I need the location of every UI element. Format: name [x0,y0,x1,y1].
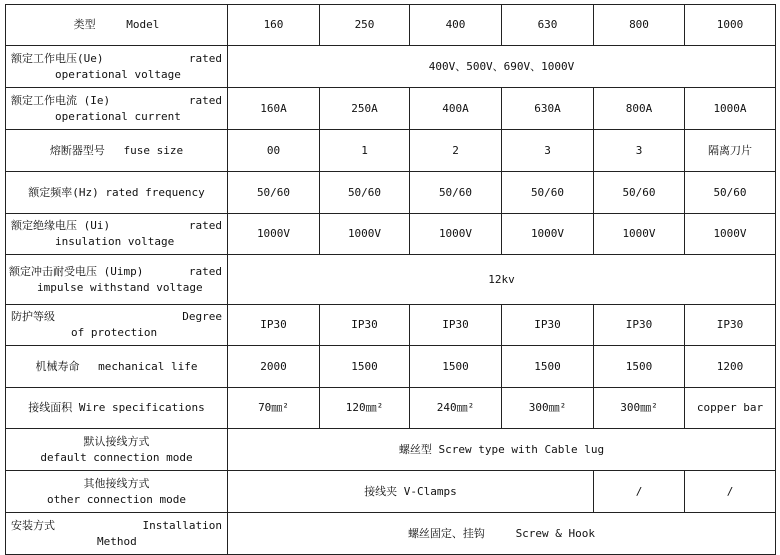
default-conn-value-cn: 螺丝型 [398,442,432,456]
default-conn-value-en: Screw type with Cable lug [438,442,605,456]
ie-250: 250A [320,88,410,130]
ie-800: 800A [594,88,685,130]
wire-630: 300㎜² [502,388,594,429]
other-conn-label-en: other connection mode [46,492,187,506]
ui-250: 1000V [320,214,410,255]
install-label-en2: Method [97,534,137,548]
uimp-label-en2: impulse withstand voltage [37,280,203,294]
wire-label-cn: 接线面积 [28,401,73,414]
ui-160: 1000V [228,214,320,255]
fuse-label-cn: 熔断器型号 [49,143,105,157]
default-conn-value-cell [228,429,776,471]
life-label-cn: 机械寿命 [35,359,80,373]
protection-400: IP30 [410,305,502,346]
life-label-cell [6,346,228,388]
protection-160: IP30 [228,305,320,346]
ie-label-en2: operational current [55,109,181,123]
default-conn-label-en: default connection mode [40,450,193,464]
wire-160: 70㎜² [228,388,320,429]
model-160: 160 [228,5,320,46]
ue-label-cn: 额定工作电压(Ue) [11,51,104,65]
fuse-1000: 隔离刀片 [685,130,776,172]
ui-label-en2: insulation voltage [55,235,175,248]
protection-630: IP30 [502,305,594,346]
uimp-value: 12kv [228,255,776,305]
ui-label-cell [6,214,228,255]
model-1000: 1000 [685,5,776,46]
model-400: 400 [410,5,502,46]
other-conn-800: / [594,471,685,513]
wire-label-en: Wire specifications [78,401,205,414]
freq-160: 50/60 [228,172,320,214]
model-250: 250 [320,5,410,46]
spec-table [5,4,776,555]
ie-630: 630A [502,88,594,130]
ue-label-en2: operational voltage [55,67,181,81]
protection-label-en2: of protection [71,326,158,339]
fuse-160: 00 [228,130,320,172]
row-fuse-size [6,130,776,172]
fuse-630: 3 [502,130,594,172]
other-conn-label-cell [6,471,228,513]
row-other-connection-mode [6,471,776,513]
protection-label-cell [6,305,228,346]
ue-label-cell [6,46,228,88]
row-rated-frequency [6,172,776,214]
wire-800: 300㎜² [594,388,685,429]
install-value-cn: 螺丝固定、挂钩 [407,526,485,540]
install-label-en1: Installation [142,518,222,532]
wire-400: 240㎜² [410,388,502,429]
freq-250: 50/60 [320,172,410,214]
fuse-800: 3 [594,130,685,172]
row-default-connection-mode [6,429,776,471]
wire-1000: copper bar [685,388,776,429]
fuse-label-cell [6,130,228,172]
default-conn-label-cell [6,429,228,471]
install-label-cn: 安装方式 [11,518,55,532]
ue-value: 400V、500V、690V、1000V [228,46,776,88]
uimp-label-cell [6,255,228,305]
life-400: 1500 [410,346,502,388]
install-value-cell [228,513,776,555]
life-label-en: mechanical life [98,359,198,373]
row-installation-method [6,513,776,555]
uimp-label-en1: rated [188,264,222,278]
freq-400: 50/60 [410,172,502,214]
life-250: 1500 [320,346,410,388]
row-rated-insulation-voltage [6,214,776,255]
wire-250: 120㎜² [320,388,410,429]
row-wire-specifications [6,388,776,429]
model-label-en: Model [126,18,160,31]
row-mechanical-life [6,346,776,388]
ie-160: 160A [228,88,320,130]
ui-1000: 1000V [685,214,776,255]
freq-630: 50/60 [502,172,594,214]
ui-800: 1000V [594,214,685,255]
protection-1000: IP30 [685,305,776,346]
ie-label-en1: rated [188,93,222,107]
ui-400: 1000V [410,214,502,255]
ie-label-cell [6,88,228,130]
model-800: 800 [594,5,685,46]
freq-800: 50/60 [594,172,685,214]
header-row [6,5,776,46]
row-rated-impulse-withstand-voltage [6,255,776,305]
install-label-cell [6,513,228,555]
model-label-cn: 类型 [73,18,96,31]
freq-1000: 50/60 [685,172,776,214]
row-degree-of-protection [6,305,776,346]
other-conn-1000: / [685,471,776,513]
fuse-250: 1 [320,130,410,172]
ue-label-en1: rated [188,51,222,65]
protection-800: IP30 [594,305,685,346]
protection-250: IP30 [320,305,410,346]
life-1000: 1200 [685,346,776,388]
uimp-label-cn: 额定冲击耐受电压 (Uimp) [9,264,144,278]
freq-label-cn: 额定频率(Hz) [28,185,99,199]
freq-label-cell [6,172,228,214]
life-630: 1500 [502,346,594,388]
ie-400: 400A [410,88,502,130]
other-conn-label-cn: 其他接线方式 [83,476,150,490]
wire-label-cell [6,388,228,429]
ui-label-en1: rated [188,219,222,232]
model-630: 630 [502,5,594,46]
model-label-cell [6,5,228,46]
fuse-400: 2 [410,130,502,172]
freq-label-en: rated frequency [105,185,205,199]
other-conn-value: 接线夹 V-Clamps [228,471,594,513]
fuse-label-en: fuse size [123,143,184,157]
ui-label-cn: 额定绝缘电压 (Ui) [11,219,111,232]
install-value-en: Screw & Hook [515,526,596,540]
life-800: 1500 [594,346,685,388]
row-rated-operational-current [6,88,776,130]
row-rated-operational-voltage [6,46,776,88]
protection-label-en1: Degree [182,310,222,323]
ie-1000: 1000A [685,88,776,130]
default-conn-label-cn: 默认接线方式 [83,434,150,448]
life-160: 2000 [228,346,320,388]
ui-630: 1000V [502,214,594,255]
ie-label-cn: 额定工作电流 (Ie) [11,93,111,107]
protection-label-cn: 防护等级 [11,310,55,323]
